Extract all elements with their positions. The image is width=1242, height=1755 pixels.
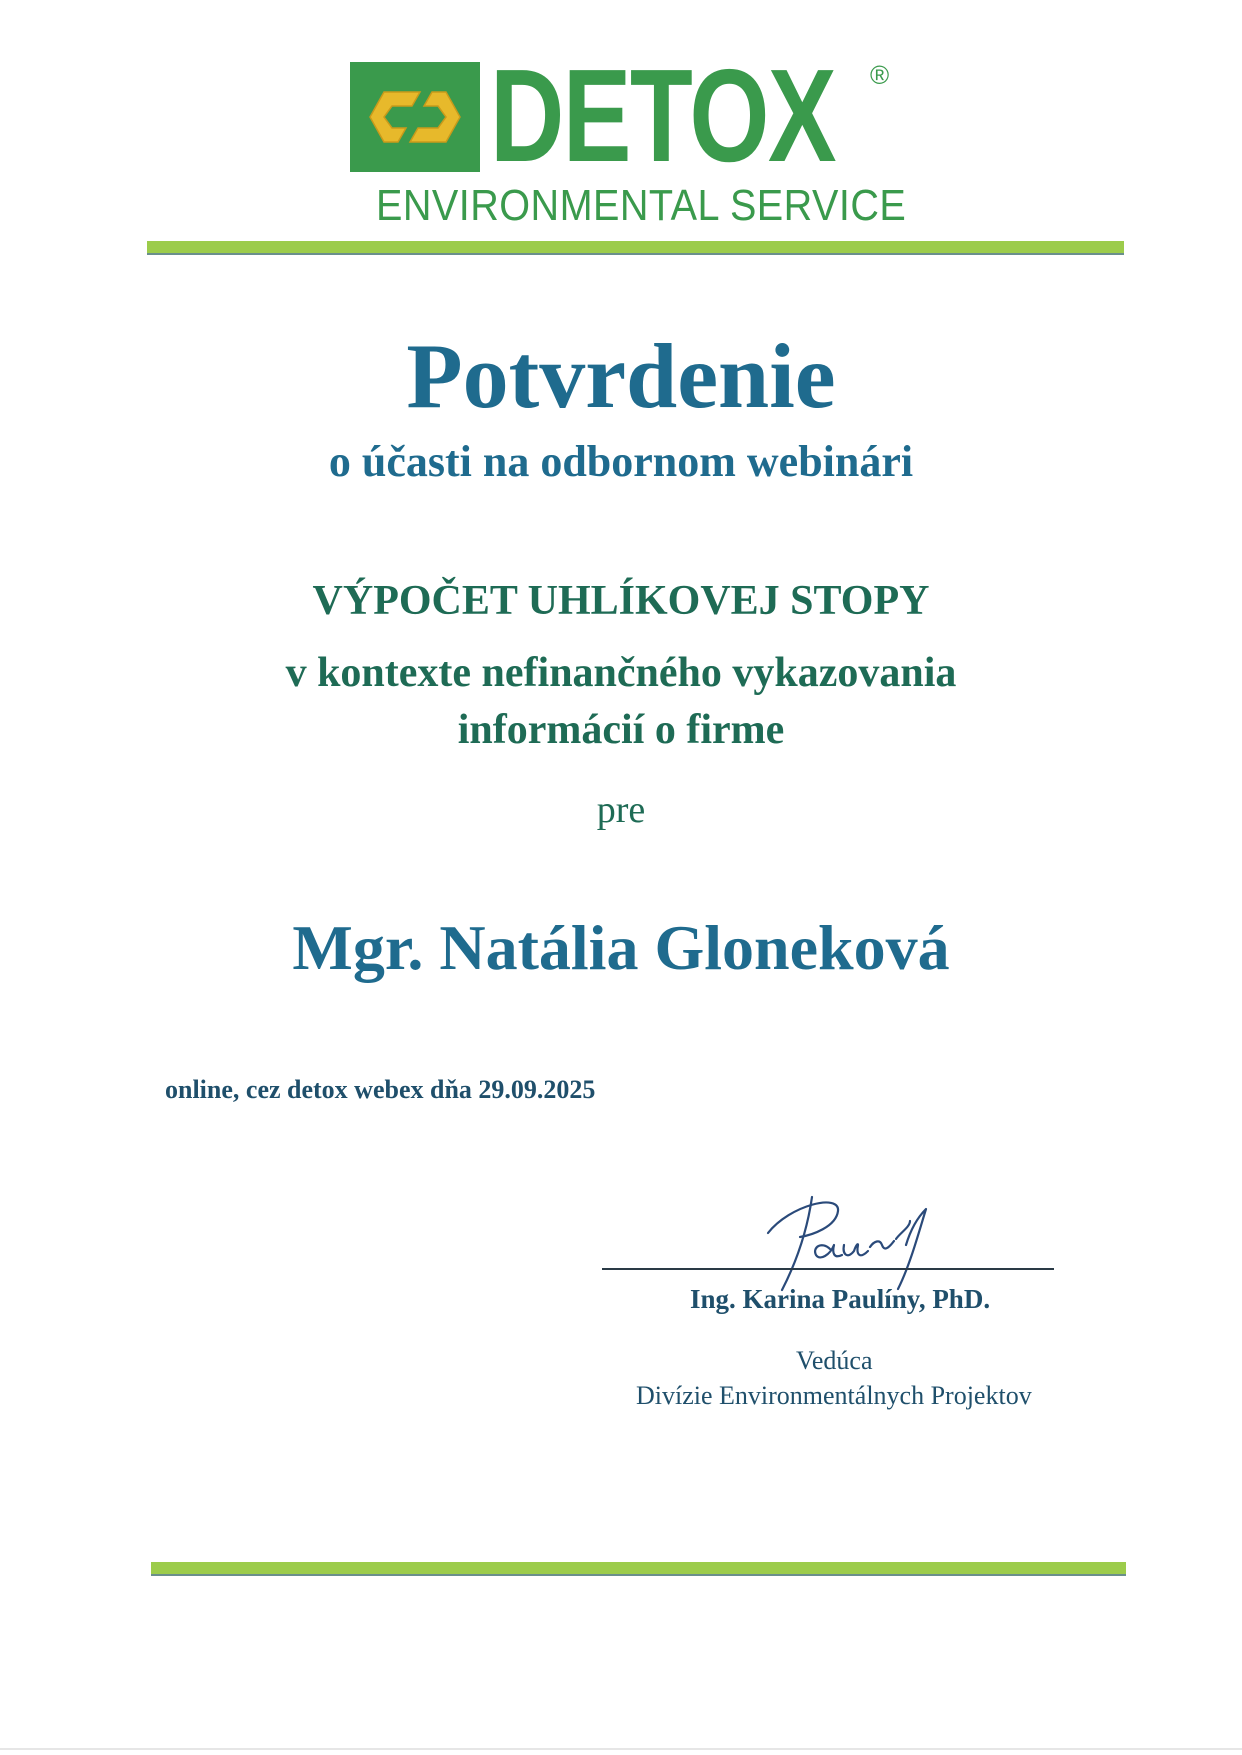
top-divider-band (147, 241, 1124, 253)
signer-division: Divízie Environmentálnych Projektov (636, 1381, 1032, 1410)
bottom-divider-band (151, 1562, 1126, 1574)
course-title-line-3: informácií o firme (457, 707, 785, 753)
course-title-line-2: v kontexte nefinančného vykazovania (285, 650, 957, 696)
brand-tagline: ENVIRONMENTAL SERVICE (376, 181, 907, 230)
brand-wordmark: DETOX (490, 42, 836, 189)
course-title-line-1: VÝPOČET UHLÍKOVEJ STOPY (312, 578, 930, 624)
top-divider-line (147, 253, 1124, 255)
signer-name: Ing. Karina Paulíny, PhD. (690, 1284, 991, 1314)
handwritten-signature (760, 1185, 1000, 1295)
scan-edge-line (0, 1748, 1242, 1750)
signer-role: Vedúca (796, 1346, 873, 1375)
certificate-title: Potvrdenie (406, 325, 836, 427)
bottom-divider (151, 1562, 1126, 1578)
certificate-subtitle: o účasti na odbornom webinári (328, 437, 914, 486)
bottom-divider-line (151, 1574, 1126, 1576)
detox-hexagon-logo-icon (350, 62, 480, 172)
detox-logo (350, 42, 907, 238)
recipient-name: Mgr. Natália Gloneková (292, 912, 950, 983)
place-and-date: online, cez detox webex dňa 29.09.2025 (165, 1075, 596, 1104)
registered-mark: ® (870, 60, 890, 90)
top-divider (147, 241, 1124, 257)
for-label: pre (596, 789, 646, 831)
signature-line (602, 1268, 1054, 1270)
